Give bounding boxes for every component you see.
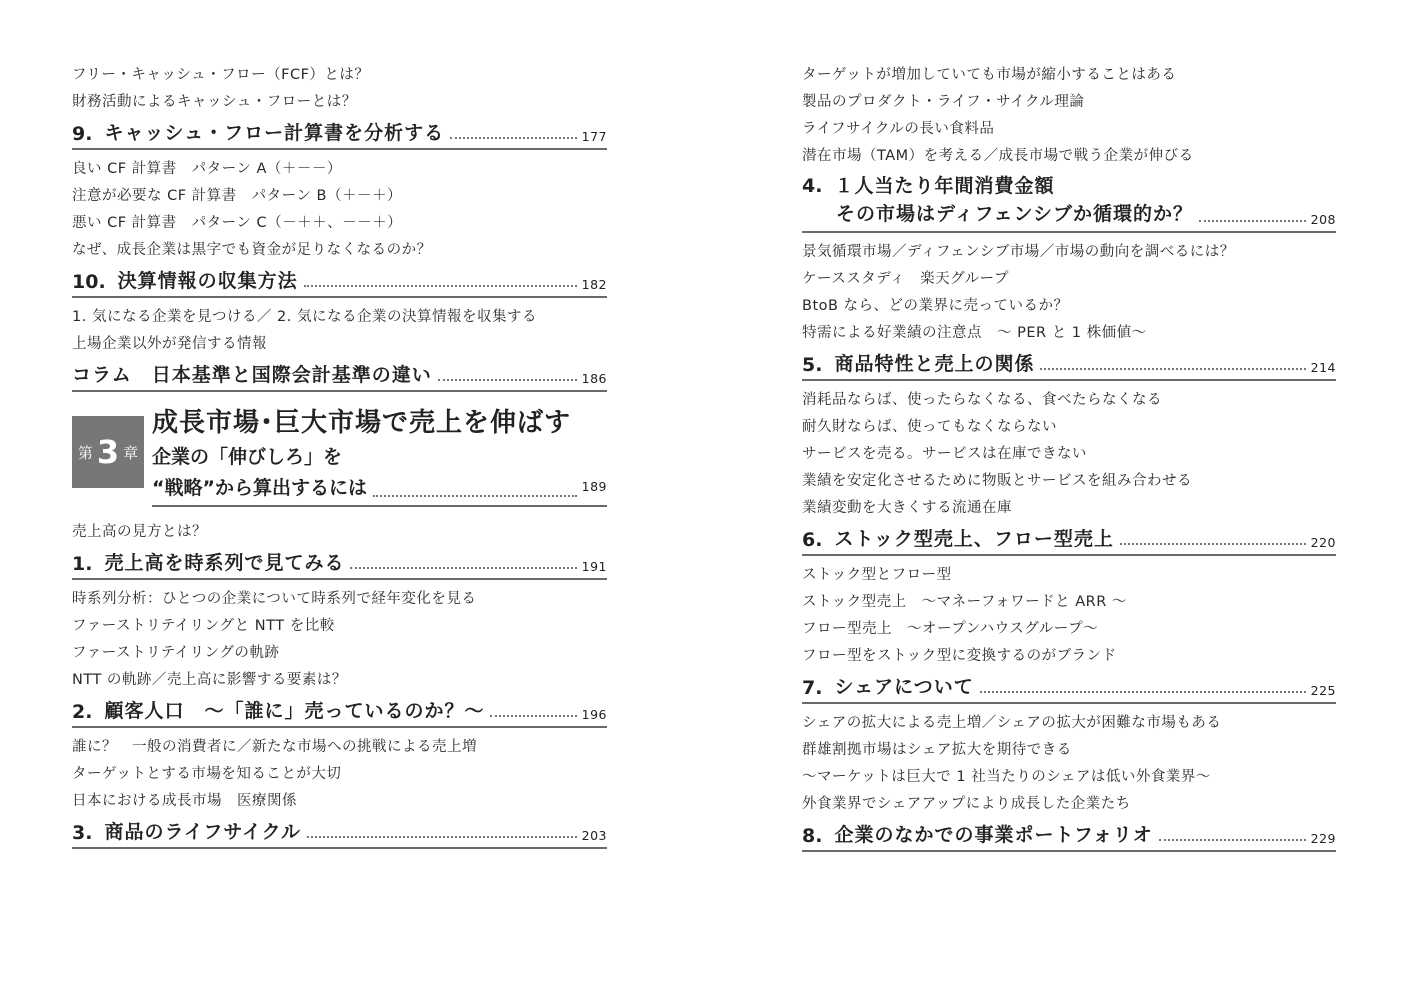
- toc-subitem[interactable]: 1. 気になる企業を見つける／ 2. 気になる企業の決算情報を収集する: [72, 309, 537, 325]
- toc-subitem[interactable]: 悪い CF 計算書 パターン C（－＋＋、－－＋）: [72, 215, 403, 231]
- toc-subitem[interactable]: 注意が必要な CF 計算書 パターン B（＋－＋）: [72, 188, 402, 204]
- page-number: 186: [581, 371, 607, 386]
- toc-subitem[interactable]: ライフサイクルの長い食料品: [802, 121, 995, 137]
- toc-subitem[interactable]: ストック型とフロー型: [802, 567, 952, 583]
- toc-subitem[interactable]: ストック型売上 ～マネーフォワードと ARR ～: [802, 594, 1127, 610]
- right-page-toc: [802, 62, 1336, 858]
- toc-subitem[interactable]: フロー型をストック型に変換するのがブランド: [802, 648, 1117, 664]
- section-number: 1.: [72, 553, 93, 575]
- chapter-subtitle: “戦略”から算出するには: [152, 477, 367, 499]
- page-number: 189: [581, 479, 607, 494]
- dot-leader: [450, 136, 577, 139]
- section-number: 10.: [72, 271, 106, 293]
- toc-section-1[interactable]: [72, 548, 607, 580]
- toc-subitem[interactable]: BtoB なら、どの業界に売っているか？: [802, 298, 1069, 314]
- toc-subitem[interactable]: 潜在市場（TAM）を考える／成長市場で戦う企業が伸びる: [802, 148, 1194, 164]
- section-number: 9.: [72, 123, 93, 145]
- section-number: 3.: [72, 822, 93, 844]
- toc-subitem[interactable]: なぜ、成長企業は黒字でも資金が足りなくなるのか？: [72, 242, 432, 258]
- toc-subitem[interactable]: 誰に？ 一般の消費者に／新たな市場への挑戦による売上増: [72, 739, 477, 755]
- section-title: ストック型売上、フロー型売上: [834, 528, 1114, 550]
- toc-section-2[interactable]: [72, 696, 607, 728]
- section-number: 7.: [802, 677, 823, 699]
- toc-section-9[interactable]: [72, 118, 607, 150]
- toc-section-10[interactable]: [72, 266, 607, 298]
- section-title-line2: その市場はディフェンシブか循環的か？: [836, 203, 1194, 225]
- section-title: 商品のライフサイクル: [104, 821, 302, 843]
- toc-subitem[interactable]: フロー型売上 ～オープンハウスグループ～: [802, 621, 1099, 637]
- toc-subitem[interactable]: 消耗品ならば、使ったらなくなる、食べたらなくなる: [802, 392, 1162, 408]
- toc-subitem[interactable]: 業績を安定化させるために物販とサービスを組み合わせる: [802, 473, 1192, 489]
- dot-leader: [307, 835, 577, 838]
- toc-section-3[interactable]: [72, 817, 607, 849]
- dot-leader: [1120, 542, 1306, 545]
- toc-subitem[interactable]: 外食業界でシェアアップにより成長した企業たち: [802, 796, 1131, 812]
- chapter-subtitle-row: [152, 472, 607, 507]
- section-title: 企業のなかでの事業ポートフォリオ: [834, 824, 1153, 846]
- section-title: １人当たり年間消費金額: [834, 175, 1055, 197]
- toc-subitem[interactable]: フリー・キャッシュ・フロー（FCF）とは？: [72, 67, 370, 83]
- section-title: 商品特性と売上の関係: [834, 353, 1035, 375]
- toc-subitem[interactable]: ターゲットとする市場を知ることが大切: [72, 766, 342, 782]
- toc-section-8[interactable]: [802, 820, 1336, 852]
- dot-leader: [438, 378, 577, 381]
- toc-subitem[interactable]: ターゲットが増加していても市場が縮小することはある: [802, 67, 1177, 83]
- page-number: 191: [581, 559, 607, 574]
- dot-leader: [304, 284, 577, 287]
- page-number: 214: [1310, 360, 1336, 375]
- page-number: 220: [1310, 535, 1336, 550]
- dot-leader: [1159, 838, 1306, 841]
- toc-subitem[interactable]: 耐久財ならば、使ってもなくならない: [802, 419, 1057, 435]
- toc-subitem[interactable]: ～マーケットは巨大で 1 社当たりのシェアは低い外食業界～: [802, 769, 1211, 785]
- section-number: 4.: [802, 175, 823, 197]
- page-number: 196: [581, 707, 607, 722]
- dot-leader: [350, 566, 576, 569]
- toc-subitem[interactable]: 良い CF 計算書 パターン A（＋－－）: [72, 161, 342, 177]
- chapter-subtitle: 企業の「伸びしろ」を: [152, 446, 343, 468]
- toc-column[interactable]: [72, 360, 607, 392]
- toc-subitem[interactable]: シェアの拡大による売上増／シェアの拡大が困難な市場もある: [802, 715, 1222, 731]
- section-title: 売上高を時系列で見てみる: [104, 552, 345, 574]
- toc-subitem[interactable]: 製品のプロダクト・ライフ・サイクル理論: [802, 94, 1085, 110]
- toc-subitem[interactable]: 上場企業以外が発信する情報: [72, 336, 267, 352]
- toc-subitem[interactable]: 時系列分析：ひとつの企業について時系列で経年変化を見る: [72, 591, 477, 607]
- section-number: 5.: [802, 354, 823, 376]
- dot-leader: [373, 494, 577, 497]
- toc-subitem[interactable]: サービスを売る。サービスは在庫できない: [802, 446, 1087, 462]
- toc-section-6[interactable]: [802, 524, 1336, 556]
- section-title: シェアについて: [834, 676, 974, 698]
- toc-subitem[interactable]: ファーストリテイリングの軌跡: [72, 645, 280, 661]
- chapter-badge: [72, 416, 144, 488]
- section-number: 6.: [802, 529, 823, 551]
- dot-leader: [1040, 367, 1305, 370]
- section-title: キャッシュ・フロー計算書を分析する: [104, 122, 445, 144]
- chapter-number: 3: [96, 433, 120, 471]
- toc-subitem[interactable]: 群雄割拠市場はシェア拡大を期待できる: [802, 742, 1072, 758]
- toc-subitem[interactable]: 特需による好業績の注意点 ～ PER と 1 株価値～: [802, 325, 1147, 341]
- toc-subitem[interactable]: 業績変動を大きくする流通在庫: [802, 500, 1012, 516]
- page-number: 208: [1310, 212, 1336, 227]
- toc-subitem[interactable]: 日本における成長市場 医療関係: [72, 793, 297, 809]
- chapter-3-header[interactable]: [72, 406, 607, 515]
- page-number: 177: [581, 129, 607, 144]
- toc-subitem[interactable]: 売上高の見方とは？: [72, 524, 207, 540]
- column-title: コラム 日本基準と国際会計基準の違い: [72, 364, 432, 386]
- page-number: 229: [1310, 831, 1336, 846]
- chapter-title: 成長市場･巨大市場で売上を伸ばす: [152, 408, 572, 438]
- toc-subitem[interactable]: NTT の軌跡／売上高に影響する要素は？: [72, 672, 347, 688]
- toc-section-5[interactable]: [802, 349, 1336, 381]
- dot-leader: [490, 714, 576, 717]
- page-number: 225: [1310, 683, 1336, 698]
- section-number: 2.: [72, 701, 93, 723]
- toc-subitem[interactable]: ファーストリテイリングと NTT を比較: [72, 618, 335, 634]
- dot-leader: [980, 690, 1306, 693]
- page-number: 203: [581, 828, 607, 843]
- toc-subitem[interactable]: 財務活動によるキャッシュ・フローとは？: [72, 94, 357, 110]
- chapter-label-pre: 第: [77, 443, 93, 462]
- toc-subitem[interactable]: 景気循環市場／ディフェンシブ市場／市場の動向を調べるには？: [802, 244, 1235, 260]
- section-title: 顧客人口 ～「誰に」売っているのか？～: [104, 700, 485, 722]
- toc-subitem[interactable]: ケーススタディ 楽天グループ: [802, 271, 1009, 287]
- section-number: 8.: [802, 825, 823, 847]
- toc-section-4[interactable]: [802, 172, 1336, 233]
- page-number: 182: [581, 277, 607, 292]
- section-title: 決算情報の収集方法: [117, 270, 298, 292]
- toc-section-7[interactable]: [802, 672, 1336, 704]
- left-page-toc: [72, 62, 607, 855]
- chapter-label-post: 章: [123, 443, 139, 462]
- dot-leader: [1199, 219, 1306, 222]
